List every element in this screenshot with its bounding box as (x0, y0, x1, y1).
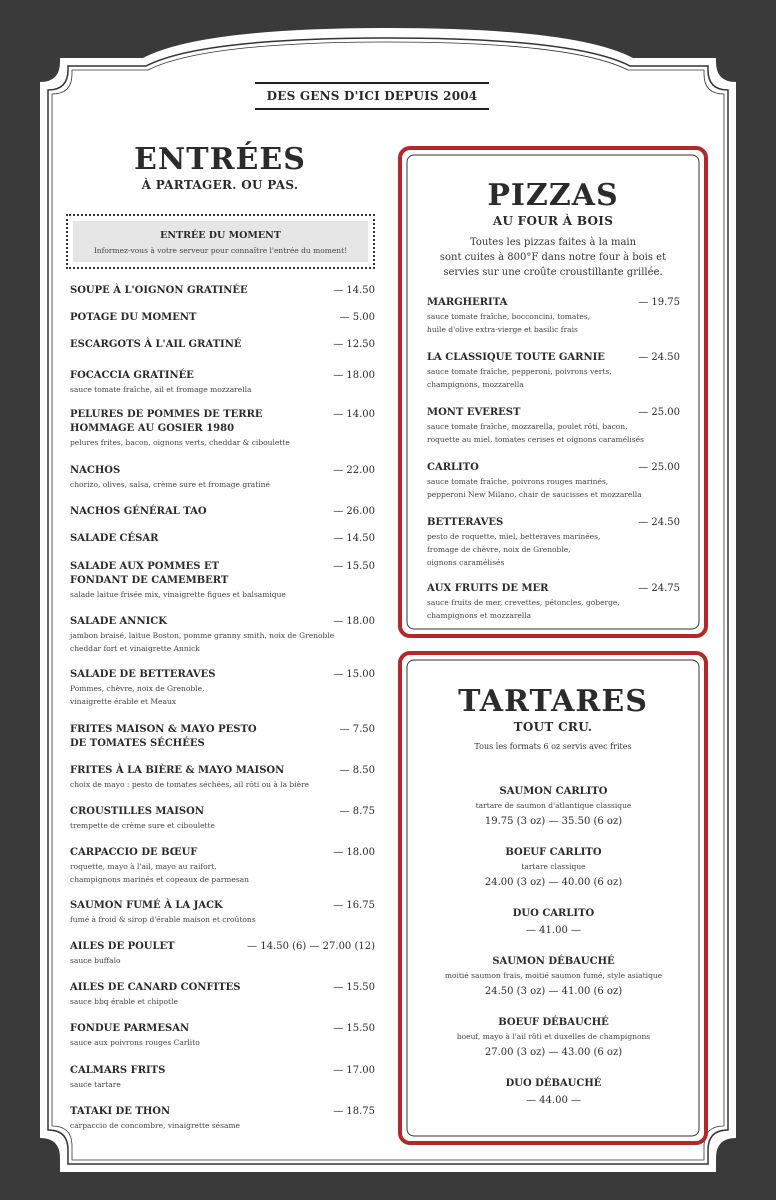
entree-price: — 18.00 (333, 616, 375, 627)
entree-item (70, 899, 376, 926)
tartare-price: 24.00 (3 oz) — 40.00 (6 oz) (484, 877, 623, 888)
entree-name: SOUPE À L'OIGNON GRATINÉE (70, 285, 248, 296)
entree-item (70, 1022, 376, 1049)
tartare-desc: tartare de saumon d'atlantique classique (475, 801, 632, 810)
pizza-item (427, 582, 680, 622)
tartare-desc: boeuf, mayo à l'ail rôti et duxelles de champignons (456, 1032, 651, 1041)
tartare-price: 19.75 (3 oz) — 35.50 (6 oz) (484, 816, 623, 827)
entree-desc: pelures frites, bacon, oignons verts, cheddar & ciboulette (70, 438, 290, 447)
tartare-price: 27.00 (3 oz) — 43.00 (6 oz) (484, 1047, 623, 1058)
pizza-name: BETTERAVES (427, 517, 504, 528)
entree-name: AILES DE CANARD CONFITES (70, 982, 241, 993)
entree-name: FRITES MAISON & MAYO PESTO DE TOMATES SÉCHÉES (70, 724, 257, 749)
entree-desc: sauce tomate fraîche, ail et fromage mozzarella (70, 385, 252, 394)
entree-item (70, 846, 376, 886)
entree-price: — 7.50 (339, 724, 375, 735)
entree-price: — 14.50 (6) — 27.00 (12) (247, 941, 375, 952)
entree-du-moment-box (66, 214, 375, 269)
entree-price: — 8.75 (339, 806, 375, 817)
pizza-name: AUX FRUITS DE MER (427, 583, 549, 594)
entree-desc: Pommes, chèvre, noix de Grenoble, vinaigrette érable et Meaux (70, 684, 205, 706)
entree-name: ESCARGOTS À L'AIL GRATINÉ (70, 339, 242, 350)
entree-price: — 22.00 (333, 465, 375, 476)
entree-item (70, 338, 376, 352)
entree-item (70, 311, 376, 325)
pizza-item (427, 516, 680, 569)
pizza-item (427, 351, 680, 391)
entree-desc: sauce bbq érable et chipotle (70, 997, 178, 1006)
entree-desc: sauce tartare (70, 1080, 121, 1089)
entree-price: — 14.00 (333, 409, 375, 420)
entree-name: NACHOS (70, 465, 121, 476)
pizza-desc: sauce tomate fraîche, pepperoni, poivrons verts, champignons, mozzarella (427, 367, 612, 389)
tagline: DES GENS D'ICI DEPUIS 2004 (255, 82, 489, 110)
entree-name: SALADE DE BETTERAVES (70, 669, 216, 680)
tartare-item (410, 1077, 697, 1109)
entree-desc: fumé à froid & sirop d'érable maison et croûtons (70, 915, 256, 924)
pizza-desc: pesto de roquette, miel, betteraves marinées, fromage de chèvre, noix de Grenoble, oignons caramélisés (427, 532, 601, 567)
tartare-name: DUO CARLITO (512, 908, 595, 919)
entree-item (70, 560, 376, 601)
tartare-name: DUO DÉBAUCHÉ (505, 1078, 602, 1089)
entree-item (70, 723, 376, 751)
entree-item (70, 1105, 376, 1132)
entree-price: — 26.00 (333, 506, 375, 517)
pizza-price: — 24.75 (638, 583, 680, 594)
pizzas-subtitle: AU FOUR À BOIS (492, 214, 614, 228)
tartare-item (410, 907, 697, 939)
entree-name: SALADE CÉSAR (70, 533, 159, 544)
entree-desc: sauce buffalo (70, 956, 121, 965)
entree-desc: salade laitue frisée mix, vinaigrette figues et balsamique (70, 590, 286, 599)
entree-name: CROUSTILLES MAISON (70, 806, 205, 817)
pizza-item (427, 461, 680, 501)
entree-name: TATAKI DE THON (70, 1106, 171, 1117)
entree-item (70, 940, 376, 967)
pizza-price: — 19.75 (638, 297, 680, 308)
pizza-name: CARLITO (427, 462, 479, 473)
entree-name: SAUMON FUMÉ À LA JACK (70, 900, 223, 911)
entree-item (70, 805, 376, 832)
entree-item (70, 764, 376, 791)
moment-text: Informez-vous à votre serveur pour connaître l'entrée du moment! (93, 246, 348, 255)
entree-price: — 15.50 (333, 1023, 375, 1034)
entree-name: FONDUE PARMESAN (70, 1023, 190, 1034)
entree-item (70, 532, 376, 546)
pizza-desc: sauce tomate fraîche, bocconcini, tomates, huile d'olive extra-vierge et basilic frais (427, 312, 591, 334)
entree-item (70, 615, 376, 655)
entree-item (70, 668, 376, 708)
pizza-item (427, 296, 680, 336)
pizza-desc: sauce tomate fraîche, poivrons rouges marinés, pepperoni New Milano, chair de saucisses et mozzarella (427, 477, 642, 499)
entree-name: SALADE AUX POMMES ET FONDANT DE CAMEMBERT (70, 561, 229, 586)
entree-desc: chorizo, olives, salsa, crème sure et fromage gratiné (70, 480, 270, 489)
tartare-price: — 44.00 — (526, 1095, 581, 1106)
pizzas-title: PIZZAS (487, 178, 619, 213)
entree-price: — 18.75 (333, 1106, 375, 1117)
entree-item (70, 408, 376, 449)
tartare-name: SAUMON DÉBAUCHÉ (492, 956, 615, 967)
tartare-desc: tartare classique (521, 862, 586, 871)
entree-price: — 17.00 (333, 1065, 375, 1076)
tartare-item (410, 955, 697, 1000)
entree-item (70, 505, 376, 519)
pizza-name: MONT EVEREST (427, 407, 521, 418)
tartare-name: BOEUF DÉBAUCHÉ (498, 1017, 609, 1028)
entree-desc: trempette de crème sure et ciboulette (70, 821, 215, 830)
tartares-intro: Tous les formats 6 oz servis avec frites (474, 742, 632, 751)
tartares-title: TARTARES (458, 684, 648, 719)
pizza-name: LA CLASSIQUE TOUTE GARNIE (427, 352, 605, 363)
entree-desc: roquette, mayo à l'ail, mayo au raifort, champignons marinés et copeaux de parmesan (70, 862, 249, 884)
entree-price: — 14.50 (333, 533, 375, 544)
entree-price: — 8.50 (339, 765, 375, 776)
pizza-price: — 25.00 (638, 407, 680, 418)
pizza-price: — 24.50 (638, 352, 680, 363)
entree-price: — 18.00 (333, 370, 375, 381)
entree-item (70, 369, 376, 396)
entree-item (70, 464, 376, 491)
entree-name: SALADE ANNICK (70, 616, 167, 627)
entree-desc: sauce aux poivrons rouges Carlito (70, 1038, 200, 1047)
moment-title: ENTRÉE DU MOMENT (160, 230, 281, 241)
entree-desc: choix de mayo : pesto de tomates séchées, ail rôti ou à la bière (70, 780, 310, 789)
pizza-price: — 24.50 (638, 517, 680, 528)
tartare-price: 24.50 (3 oz) — 41.00 (6 oz) (484, 986, 623, 997)
entrees-subtitle: À PARTAGER. OU PAS. (141, 178, 299, 192)
pizza-desc: sauce tomate fraîche, mozzarella, poulet rôti, bacon, roquette au miel, tomates cerises et oignons caramélisés (427, 422, 644, 444)
entree-price: — 16.75 (333, 900, 375, 911)
entree-price: — 15.50 (333, 982, 375, 993)
tartare-item (410, 1016, 697, 1061)
entree-name: POTAGE DU MOMENT (70, 312, 197, 323)
entree-name: PELURES DE POMMES DE TERRE HOMMAGE AU GOSIER 1980 (70, 409, 263, 434)
pizza-name: MARGHERITA (427, 297, 508, 308)
entree-price: — 12.50 (333, 339, 375, 350)
tartare-desc: moitié saumon frais, moitié saumon fumé, style asiatique (444, 971, 663, 980)
entree-price: — 18.00 (333, 847, 375, 858)
entree-name: FRITES À LA BIÈRE & MAYO MAISON (70, 765, 285, 776)
tartare-item (410, 785, 697, 830)
entree-desc: carpaccio de concombre, vinaigrette sésame (70, 1121, 240, 1130)
entree-name: AILES DE POULET (70, 941, 175, 952)
pizza-item (427, 406, 680, 446)
pizza-desc: sauce fruits de mer, crevettes, pétoncles, goberge, champignons et mozzarella (427, 598, 620, 620)
entree-price: — 5.00 (339, 312, 375, 323)
entree-price: — 15.00 (333, 669, 375, 680)
entree-item (70, 1064, 376, 1091)
entree-name: CARPACCIO DE BŒUF (70, 847, 198, 858)
pizzas-intro: Toutes les pizzas faites à la main sont cuites à 800°F dans notre four à bois et servies sur une croûte croustillante grillée. (439, 237, 667, 278)
entree-name: NACHOS GÉNÉRAL TAO (70, 506, 207, 517)
entree-price: — 15.50 (333, 561, 375, 572)
entree-name: FOCACCIA GRATINÉE (70, 370, 194, 381)
entrees-title: ENTRÉES (134, 142, 306, 177)
tartares-subtitle: TOUT CRU. (513, 720, 593, 734)
tartare-name: SAUMON CARLITO (499, 786, 608, 797)
entree-price: — 14.50 (333, 285, 375, 296)
tartare-price: — 41.00 — (526, 925, 581, 936)
pizza-price: — 25.00 (638, 462, 680, 473)
entree-item (70, 981, 376, 1008)
entree-name: CALMARS FRITS (70, 1065, 166, 1076)
tartare-name: BOEUF CARLITO (505, 847, 602, 858)
tartare-item (410, 846, 697, 891)
entree-desc: jambon braisé, laitue Boston, pomme granny smith, noix de Grenoble cheddar fort et vinaigrette Annick (70, 631, 335, 653)
entree-item (70, 284, 376, 298)
